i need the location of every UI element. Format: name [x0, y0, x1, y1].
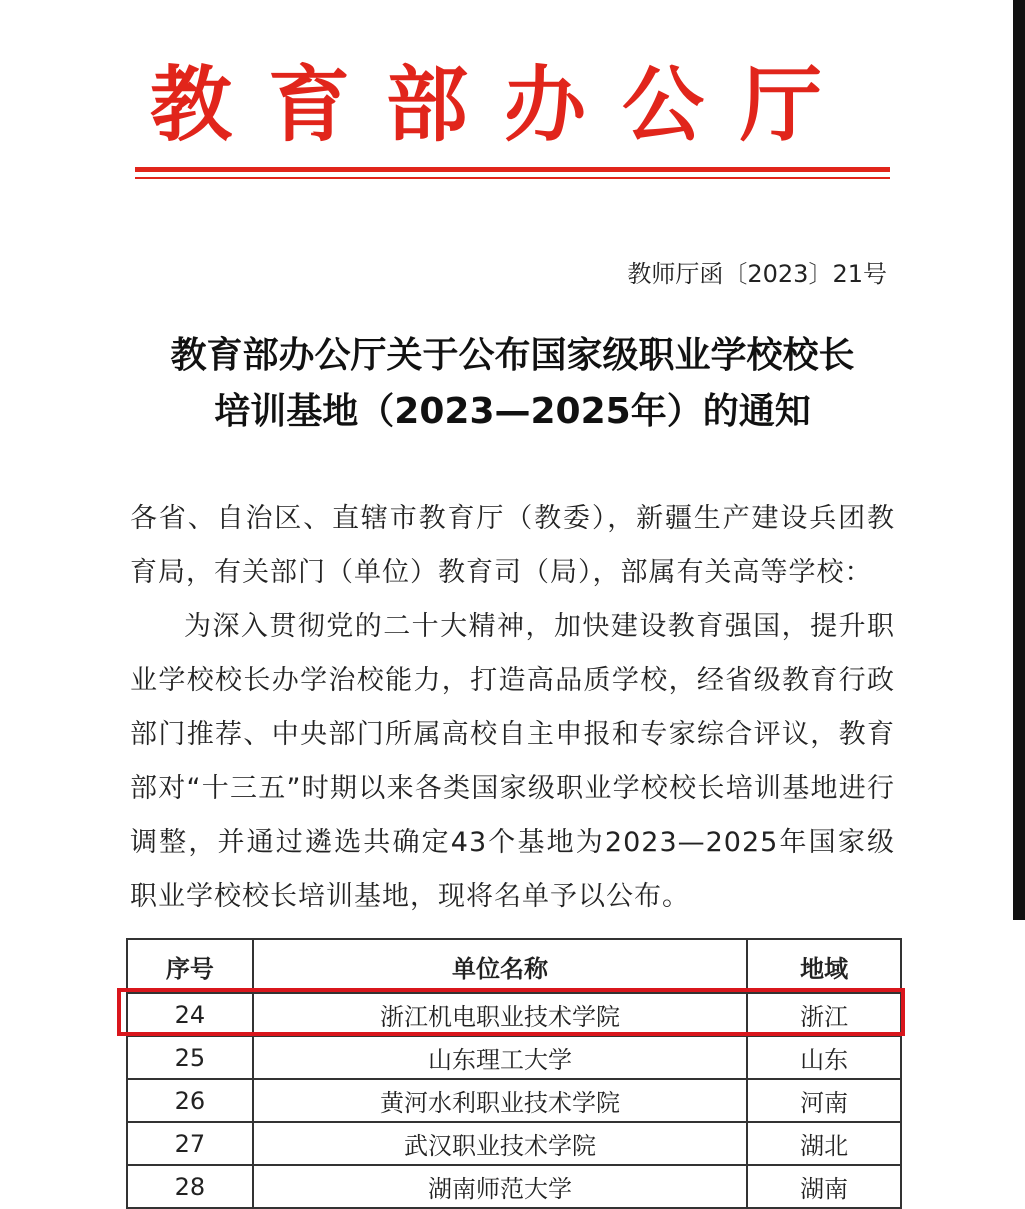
table-row: [127, 1079, 901, 1122]
title-line-2: 培训基地（2023—2025年）的通知: [214, 391, 811, 432]
highlight-box: [117, 988, 905, 1036]
page-edge-shadow: [1013, 0, 1025, 920]
row-serial: 26: [127, 1079, 253, 1122]
row-region: 湖南: [747, 1165, 901, 1208]
header-unit-name: 单位名称: [253, 939, 748, 993]
header-serial: 序号: [127, 939, 253, 993]
base-list-table: [126, 938, 902, 1209]
table-header-row: [127, 939, 901, 993]
row-serial: 25: [127, 1036, 253, 1079]
body-paragraph: 为深入贯彻党的二十大精神，加快建设教育强国，提升职业学校校长办学治校能力，打造高品质学校，经省级教育行政部门推荐、中央部门所属高校自主申报和专家综合评议，教育部对“十三五”时期以来各类国家级职业学校校长培训基地进行调整，并通过遴选共确定43个基地为2023—2025年国家级职业学校校长培训基地，现将名单予以公布。: [130, 611, 895, 912]
title-line-1: 教育部办公厅关于公布国家级职业学校校长: [170, 335, 855, 376]
table-row: [127, 1165, 901, 1208]
row-serial: 24: [127, 993, 253, 1036]
row-unit-name: 湖南师范大学: [253, 1165, 748, 1208]
table-row: [127, 1122, 901, 1165]
row-serial: 28: [127, 1165, 253, 1208]
row-region: 浙江: [747, 993, 901, 1036]
letterhead-red-rule: [135, 167, 890, 172]
row-region: 山东: [747, 1036, 901, 1079]
document-title: [130, 328, 895, 440]
letterhead-red-rule-thin: [135, 177, 890, 179]
salutation: 各省、自治区、直辖市教育厅（教委），新疆生产建设兵团教育局，有关部门（单位）教育司（局），部属有关高等学校：: [130, 503, 895, 588]
header-region: 地域: [747, 939, 901, 993]
letterhead-title: 教育部办公厅: [150, 57, 859, 153]
row-unit-name: 山东理工大学: [253, 1036, 748, 1079]
table-row: [127, 1036, 901, 1079]
document-number: 教师厅函〔2023〕21号: [627, 260, 887, 288]
row-region: 河南: [747, 1079, 901, 1122]
row-unit-name: 黄河水利职业技术学院: [253, 1079, 748, 1122]
row-serial: 27: [127, 1122, 253, 1165]
row-unit-name: 浙江机电职业技术学院: [253, 993, 748, 1036]
row-region: 湖北: [747, 1122, 901, 1165]
row-unit-name: 武汉职业技术学院: [253, 1122, 748, 1165]
